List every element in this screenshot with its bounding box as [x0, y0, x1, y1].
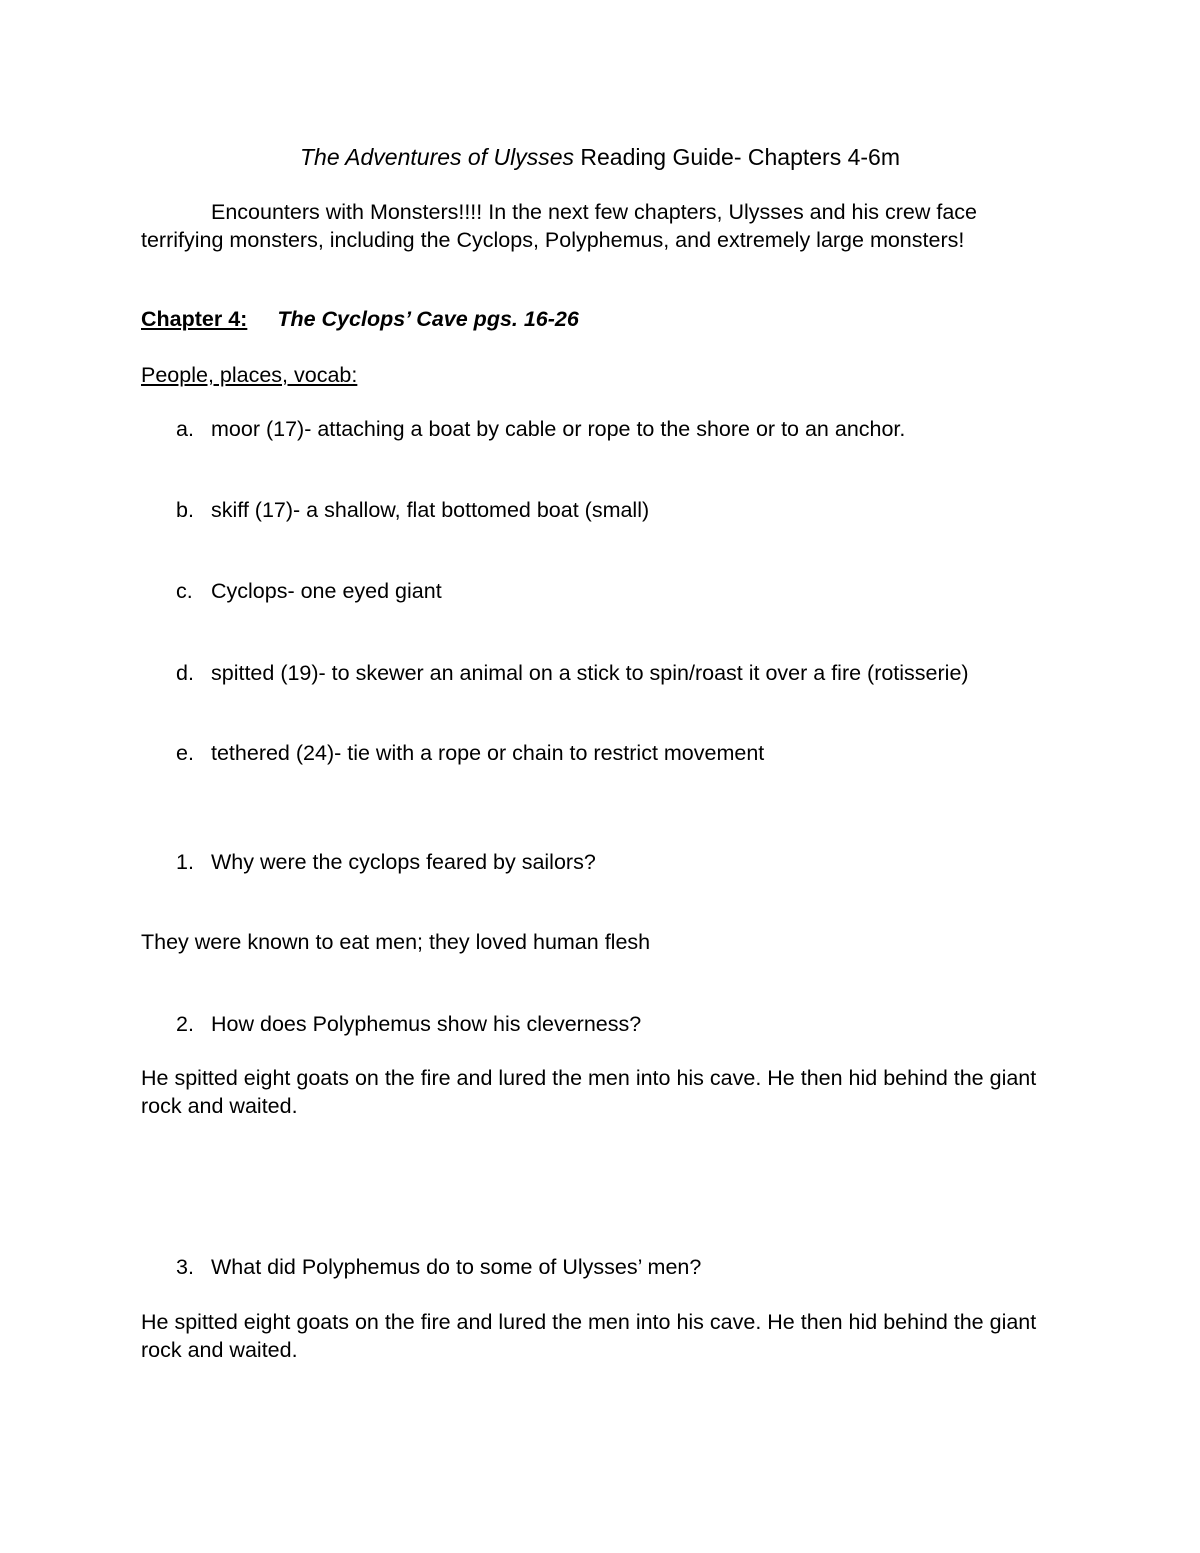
document-title — [0, 142, 1200, 172]
question-marker: 3. — [176, 1255, 194, 1279]
vocab-heading: People, places, vocab: — [141, 363, 358, 387]
vocab-text: spitted (19)- to skewer an animal on a stick to spin/roast it over a fire (rotisserie) — [211, 661, 969, 685]
title-rest: Reading Guide- Chapters 4-6m — [574, 144, 900, 170]
chapter-heading — [141, 305, 579, 333]
vocab-marker: b. — [176, 498, 194, 522]
question-item — [176, 1253, 701, 1281]
question-text: Why were the cyclops feared by sailors? — [211, 850, 596, 874]
vocab-marker: c. — [176, 579, 193, 603]
vocab-text: skiff (17)- a shallow, flat bottomed boat (small) — [211, 498, 650, 522]
chapter-label: Chapter 4: — [141, 307, 248, 331]
answer-text: He spitted eight goats on the fire and lured the men into his cave. He then hid behind the giant rock and waited. — [141, 1066, 1037, 1118]
vocab-item — [176, 659, 969, 687]
question-text: What did Polyphemus do to some of Ulysses’ men? — [211, 1255, 702, 1279]
intro-paragraph — [141, 198, 1021, 254]
question-item — [176, 1010, 641, 1038]
vocab-item — [176, 415, 905, 443]
vocab-item — [176, 496, 649, 524]
vocab-text: Cyclops- one eyed giant — [211, 579, 442, 603]
vocab-text: tethered (24)- tie with a rope or chain to restrict movement — [211, 741, 765, 765]
answer-text: He spitted eight goats on the fire and lured the men into his cave. He then hid behind the giant rock and waited. — [141, 1310, 1037, 1362]
vocab-marker: d. — [176, 661, 194, 685]
vocab-item — [176, 739, 764, 767]
question-item — [176, 848, 596, 876]
book-title: The Adventures of Ulysses — [300, 144, 574, 170]
answer-text: They were known to eat men; they loved human flesh — [141, 930, 651, 954]
chapter-name: The Cyclops’ Cave pgs. 16-26 — [277, 307, 579, 331]
intro-text: Encounters with Monsters!!!! In the next few chapters, Ulysses and his crew face terrifying monsters, including the Cyclops, Polyphemus, and extremely large monsters! — [141, 200, 977, 252]
question-marker: 2. — [176, 1012, 194, 1036]
vocab-item — [176, 577, 442, 605]
question-marker: 1. — [176, 850, 194, 874]
vocab-marker: a. — [176, 417, 194, 441]
vocab-text: moor (17)- attaching a boat by cable or rope to the shore or to an anchor. — [211, 417, 906, 441]
question-text: How does Polyphemus show his cleverness? — [211, 1012, 642, 1036]
vocab-marker: e. — [176, 741, 194, 765]
